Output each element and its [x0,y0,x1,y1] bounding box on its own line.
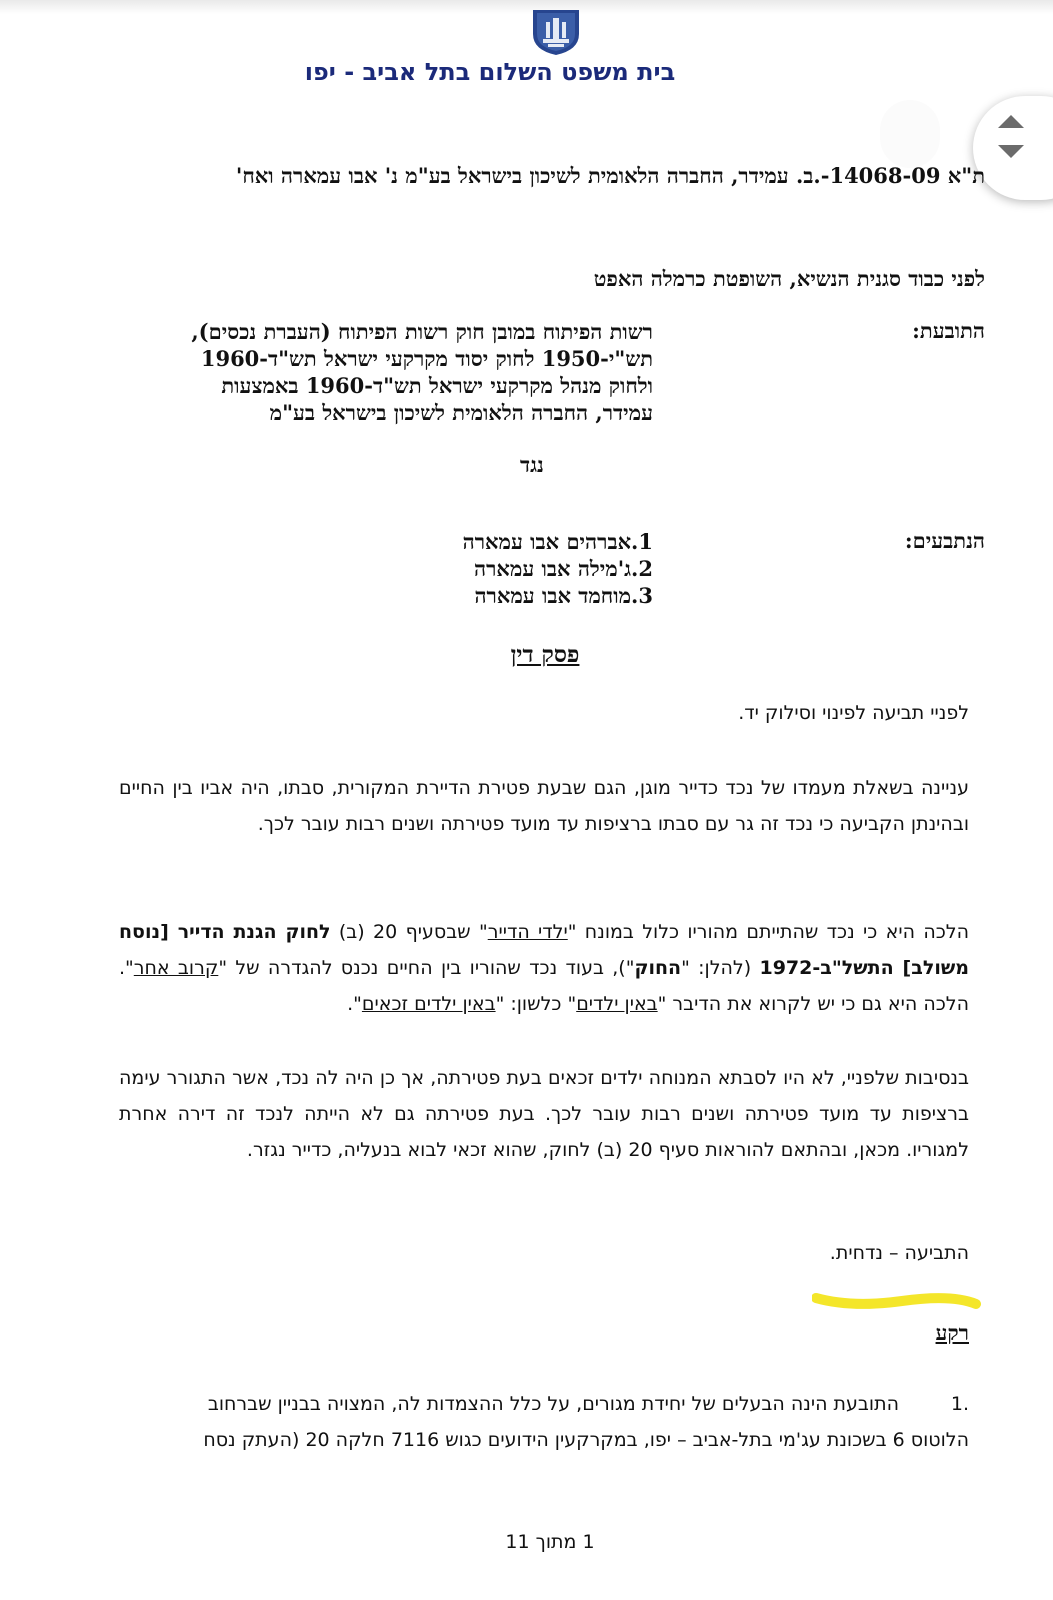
paragraph-3: בנסיבות שלפניי, לא היו לסבתא המנוחה ילדים זכאים בעת פטירתה, אך כן היה לה נכד, אשר התגורר עימה ברציפות עד מועד פטירתה ושנים רבות עובר לכך. בעת פטירתה גם לא הייתה לנכד זה דירה אחרת למגוריו. מכאן, ובהתאם להוראות סעיף 20 (ב) לחוק, שהוא זכאי לבוא בנעליה, כדייר נגזר. [119,1067,969,1161]
p2-text: " שבסעיף 20 (ב) [330,921,488,943]
p2-bold: החוק [634,957,682,979]
state-emblem-icon [529,8,583,56]
judge-line: לפני כבוד סגנית הנשיא, השופטת כרמלה האפט [593,266,985,291]
item-line: התובעת הינה הבעלים של יחידת מגורים, על כלל ההצמדות לה, המצויה בבניין שברחוב [207,1393,899,1415]
p2-text: הלכה היא כי נכד שהתייתם מהוריו כלול במונח " [567,921,970,943]
p2-underlined: באין ילדים [576,993,658,1015]
paragraph-1: עניינה בשאלת מעמדו של נכד כדייר מוגן, הגם שבעת פטירת הדיירת המקורית, סבתו, היה אביו בין החיים ובהינתן הקביעה כי נכד זה גר עם סבתו ברציפות עד מועד פטירתה ושנים רבות עובר לכך. [119,777,969,835]
p2-underlined: ילדי הדייר [487,921,568,943]
defendants-label: הנתבעים: [904,528,985,553]
intro-text: לפניי תביעה לפינוי וסילוק יד. [738,702,969,724]
yellow-highlight-mark [812,1286,982,1316]
defendant-item: 1.אברהים אבו עמארה [462,529,653,554]
chevron-down-icon[interactable] [998,145,1024,158]
top-shadow [0,0,1053,14]
defendant-item: 3.מוחמד אבו עמארה [474,583,653,608]
conclusion-text: התביעה – נדחית. [829,1242,969,1264]
case-number-line: ת"א 14068-09-.ב. עמידר, החברה הלאומית לשיכון בישראל בע"מ נ' אבו עמארה ואח' [235,163,985,188]
paragraph-2 [119,914,969,1022]
versus-label: נגד [520,452,544,477]
court-name: בית משפט השלום בתל אביב - יפו [304,58,676,86]
plaintiff-line: תש"י-1950 לחוק יסוד מקרקעי ישראל תש"ד-1960 [200,346,653,371]
faint-overlay [880,100,940,168]
plaintiff-label: התובעת: [912,318,985,343]
p2-underlined: באין ילדים זכאים [361,993,496,1015]
p2-law-name: לחוק הגנת הדייר [נוסח משולב] התשל"ב-1972 [119,921,969,979]
plaintiff-details [93,318,653,426]
p2-text: ". הלכה היא גם כי יש לקרוא את הדיבר " [119,957,969,1015]
defendant-item: 2.ג'מילה אבו עמארה [474,556,653,581]
p2-text: ". [347,993,362,1015]
plaintiff-line: ולחוק מנהל מקרקעי ישראל תש"ד-1960 באמצעות [221,373,653,398]
verdict-title: פסק דין [510,641,580,668]
background-title: רקע [935,1320,969,1345]
background-item-1 [119,1386,969,1458]
item-number: .1 [950,1393,969,1415]
defendants-list [93,528,653,609]
p2-underlined: קרוב אחר [133,957,219,979]
item-line: הלוטוס 6 בשכונת עג'מי בתל-אביב – יפו, במקרקעין הידועים כגוש 7116 חלקה 20 (העתק נסח [203,1429,969,1451]
chevron-up-icon[interactable] [998,115,1024,128]
page-number: 1 מתוך 11 [505,1531,595,1553]
p2-text: " כלשון: " [495,993,577,1015]
page-scroll-control[interactable] [973,96,1053,200]
p2-text: "), בעוד נכד שהוריו בין החיים נכנס להגדרה של " [218,957,635,979]
p2-text: (להלן: " [681,957,760,979]
plaintiff-line: עמידר, החברה הלאומית לשיכון בישראל בע"מ [269,400,653,425]
plaintiff-line: רשות הפיתוח במובן חוק רשות הפיתוח (העברת נכסים), [191,319,653,344]
